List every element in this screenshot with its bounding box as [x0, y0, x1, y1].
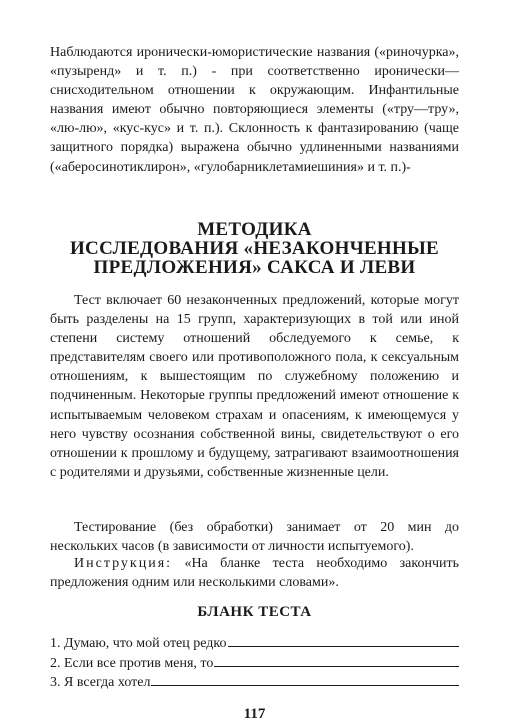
instruction-paragraph: [50, 554, 459, 592]
instruction-text: «На бланке теста необходимо закончить предложения одним или несколькими словами».: [50, 556, 460, 591]
form-item-text: 2. Если все против меня, то: [50, 655, 214, 671]
answer-blank-line: [228, 646, 459, 647]
form-heading: БЛАНК ТЕСТА: [197, 604, 312, 620]
form-item: [50, 634, 459, 654]
instruction-label: Инструкция:: [74, 556, 173, 571]
testing-time-paragraph: Тестирование (без обработки) занимает от 20 мин до нескольких часов (в зависимости от личности испытуемого).: [50, 520, 459, 555]
form-item: [50, 673, 459, 693]
section-title: [40, 220, 469, 277]
answer-blank-line: [214, 666, 459, 667]
page-number: 117: [243, 706, 266, 722]
form-item-text: 1. Думаю, что мой отец редко: [50, 636, 227, 651]
section-title-line-2: ИССЛЕДОВАНИЯ «НЕЗАКОНЧЕННЫЕ: [69, 238, 440, 259]
section-title-line-1: МЕТОДИКА: [197, 219, 312, 240]
answer-blank-line: [151, 685, 459, 686]
intro-paragraph: Наблюдаются иронически-юмористические названия («риночурка», «пузыренд» и т. п.) - при соответственно иронически—снисходительном отношении к окружающим. Инфантильные названия имеют обычно повторяющиеся элементы («тру—тру», «лю-лю», «кус-кус» и т. п.). Склонность к фантазированию (чаще защитного порядка) выражена обычно удлиненными названиями («аберосинотиклирон», «гулобарниклетамиешиния» и т. п.)-: [50, 45, 459, 175]
form-item: [50, 654, 459, 674]
test-description-paragraph: Тест включает 60 незаконченных предложений, которые могут быть разделены на 15 групп, характеризующих в той или иной степени систему отношений обследуемого к семье, к представителям своего или противоположного пола, к сексуальным отношениям, к вышестоящим по служебному положению и подчиненным. Некоторые группы предложений имеют отношение к испытываемым человеком страхам и опасениям, к имеющемуся у него чувству осознания собственной вины, свидетельствуют о его отношении к прошлому и будущему, затрагивают взаимоотношения с родителями и друзьями, собственные жизненные цели.: [50, 293, 459, 480]
form-items: [50, 634, 459, 693]
section-title-line-3: ПРЕДЛОЖЕНИЯ» САКСА И ЛЕВИ: [93, 257, 416, 278]
form-item-text: 3. Я всегда хотел: [50, 675, 151, 690]
